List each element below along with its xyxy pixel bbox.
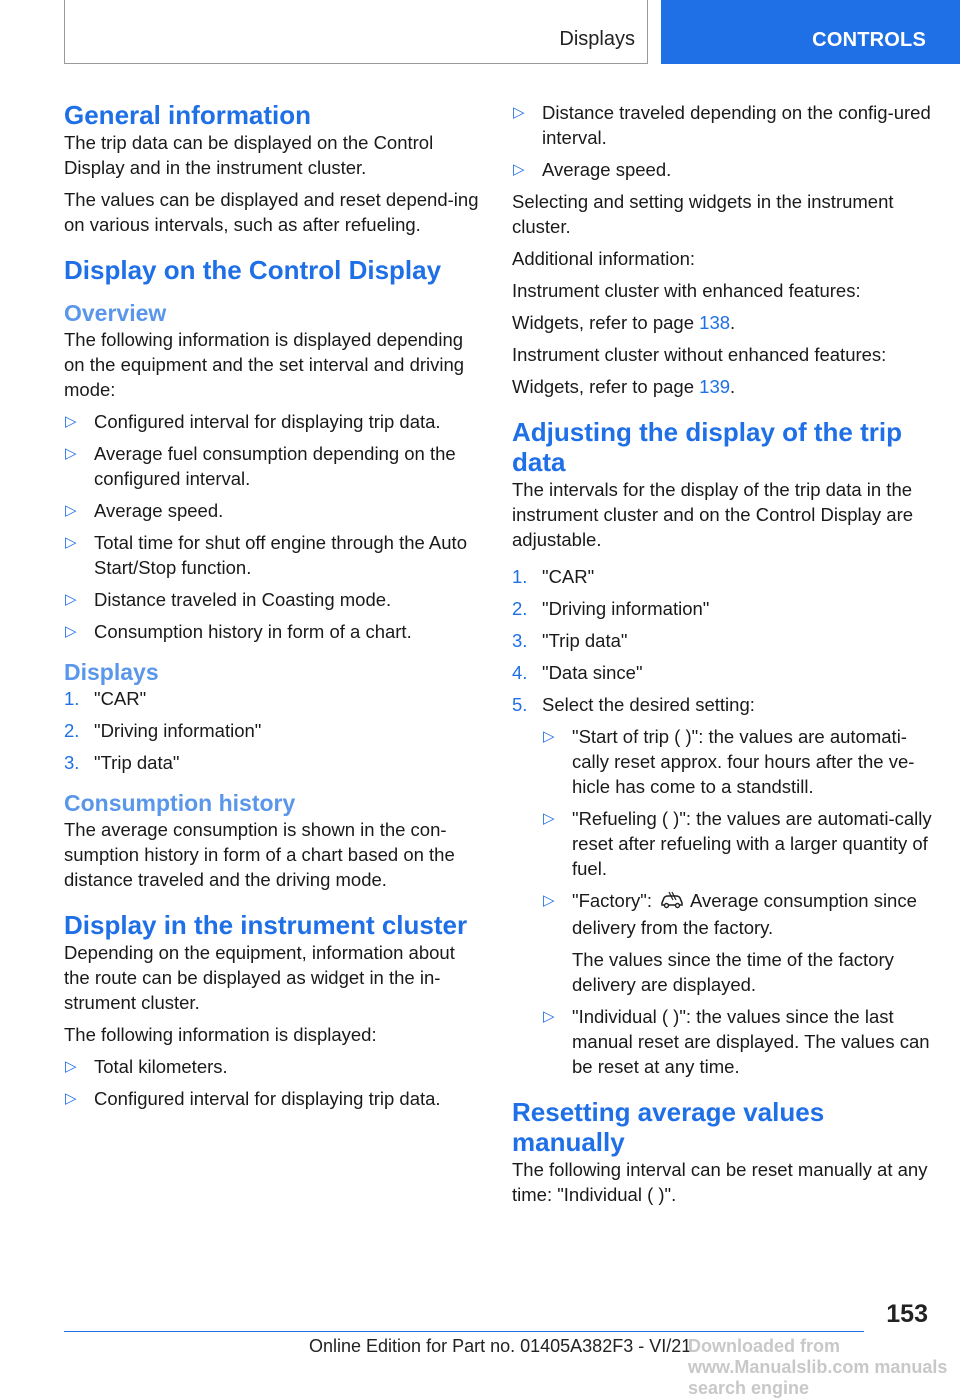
adjusting-paragraph: The intervals for the display of the trip data in the instrument cluster and on the Control Display are adjustable. — [512, 479, 914, 550]
list-item: ▷ Average speed. — [64, 498, 484, 523]
step-text: "CAR" — [542, 566, 595, 587]
step-item — [512, 564, 932, 589]
ref-prefix: Widgets, refer to page — [512, 312, 700, 333]
resetting-heading: Resetting average values manually — [512, 1097, 825, 1157]
list-item: ▷ Total kilometers. — [64, 1054, 484, 1079]
list-item: ▷ Configured interval for displaying trip data. — [64, 409, 484, 434]
list-item — [542, 888, 932, 997]
widgets-paragraph: Selecting and setting widgets in the instrument cluster. — [512, 191, 894, 237]
step-item — [512, 660, 932, 685]
instrument-cluster-list — [64, 1054, 484, 1111]
displays-heading: Displays — [64, 659, 159, 685]
header-chapter-label: CONTROLS — [812, 29, 926, 51]
left-column — [64, 100, 484, 1118]
ref-prefix: Widgets, refer to page — [512, 376, 700, 397]
factory-note: The values since the time of the factory delivery are displayed. — [572, 949, 894, 995]
list-item: ▷ Configured interval for displaying trip data. — [64, 1086, 484, 1111]
footer-divider — [64, 1331, 864, 1332]
displays-steps — [64, 686, 484, 775]
step-item — [512, 692, 932, 1079]
step-number: 5. — [512, 694, 528, 715]
overview-list — [64, 409, 484, 644]
ref-suffix: . — [730, 312, 736, 333]
step-item — [64, 686, 484, 711]
header-section-title: Displays — [559, 28, 635, 50]
general-information-heading: General information — [64, 100, 312, 130]
general-paragraph-1: The trip data can be displayed on the Control Display and in the instrument cluster. — [64, 132, 434, 178]
list-item: ▷ Distance traveled depending on the config‐ured interval. — [512, 100, 932, 150]
overview-paragraph: The following information is displayed depending on the equipment and the set interval and driving mode: — [64, 329, 465, 400]
step-text: "Driving information" — [94, 720, 262, 741]
step-item — [512, 628, 932, 653]
widgets-ref-enhanced — [512, 310, 932, 335]
enhanced-features-label: Instrument cluster with enhanced features: — [512, 280, 861, 301]
step-text: "CAR" — [94, 688, 147, 709]
list-item: ▷ "Refueling ( )": the values are automati‐cally reset after refueling with a larger quantity of fuel. — [542, 806, 932, 881]
step-number: 1. — [512, 566, 528, 587]
consumption-history-paragraph: The average consumption is shown in the con‐sumption history in form of a chart based on the distance traveled and the driving mode. — [64, 819, 455, 890]
factory-label: "Factory": — [572, 890, 652, 911]
page-number: 153 — [886, 1300, 928, 1328]
instrument-cluster-paragraph-2: The following information is displayed: — [64, 1024, 377, 1045]
step-item — [64, 718, 484, 743]
page-link-139[interactable]: 139 — [699, 376, 731, 397]
step-item — [64, 750, 484, 775]
step-number: 2. — [512, 598, 528, 619]
list-item: ▷ Distance traveled in Coasting mode. — [64, 587, 484, 612]
adjusting-steps — [512, 564, 932, 1079]
header-chapter-tab[interactable] — [661, 0, 960, 64]
step-item — [512, 596, 932, 621]
header-section-box — [64, 0, 648, 64]
step-text: "Trip data" — [94, 752, 180, 773]
step-number: 1. — [64, 688, 80, 709]
footer-edition: Online Edition for Part no. 01405A382F3 - VI/21 — [309, 1336, 692, 1356]
step-text: "Data since" — [542, 662, 643, 683]
watermark: Downloaded from www.Manualslib.com manuals search engine — [688, 1336, 948, 1398]
step-number: 3. — [64, 752, 80, 773]
adjusting-display-heading: Adjusting the display of the trip data — [512, 417, 902, 477]
consumption-history-heading: Consumption history — [64, 790, 296, 816]
page-link-138[interactable]: 138 — [699, 312, 731, 333]
step-number: 3. — [512, 630, 528, 651]
continued-list — [512, 100, 932, 182]
general-paragraph-2: The values can be displayed and reset depend‐ing on various intervals, such as after refueling. — [64, 189, 479, 235]
step-text: "Trip data" — [542, 630, 628, 651]
additional-info-label: Additional information: — [512, 248, 696, 269]
instrument-cluster-heading: Display in the instrument cluster — [64, 910, 468, 940]
step-number: 2. — [64, 720, 80, 741]
setting-options-list — [542, 724, 932, 1079]
control-display-heading: Display on the Control Display — [64, 255, 442, 285]
right-column — [512, 100, 932, 1214]
list-item: ▷ Consumption history in form of a chart. — [64, 619, 484, 644]
list-item: ▷ "Start of trip ( )": the values are automati‐cally reset approx. four hours after the ve‐hicle has come to a standstill. — [542, 724, 932, 799]
overview-heading: Overview — [64, 300, 167, 326]
step-text: "Driving information" — [542, 598, 710, 619]
without-enhanced-label: Instrument cluster without enhanced features: — [512, 344, 887, 365]
factory-description: Average consumption since delivery from the factory. — [572, 890, 917, 938]
car-consumption-icon — [660, 890, 684, 915]
list-item: ▷ Total time for shut off engine through the Auto Start/Stop function. — [64, 530, 484, 580]
widgets-ref-basic — [512, 374, 932, 399]
step-number: 4. — [512, 662, 528, 683]
list-item: ▷ Average speed. — [512, 157, 932, 182]
list-item: ▷ Average fuel consumption depending on the configured interval. — [64, 441, 484, 491]
ref-suffix: . — [730, 376, 736, 397]
step-text: Select the desired setting: — [542, 694, 755, 715]
resetting-paragraph: The following interval can be reset manually at any time: "Individual ( )". — [512, 1159, 928, 1205]
instrument-cluster-paragraph-1: Depending on the equipment, information about the route can be displayed as widget in the in‐strument cluster. — [64, 942, 455, 1013]
list-item: ▷ "Individual ( )": the values since the last manual reset are displayed. The values can be reset at any time. — [542, 1004, 932, 1079]
